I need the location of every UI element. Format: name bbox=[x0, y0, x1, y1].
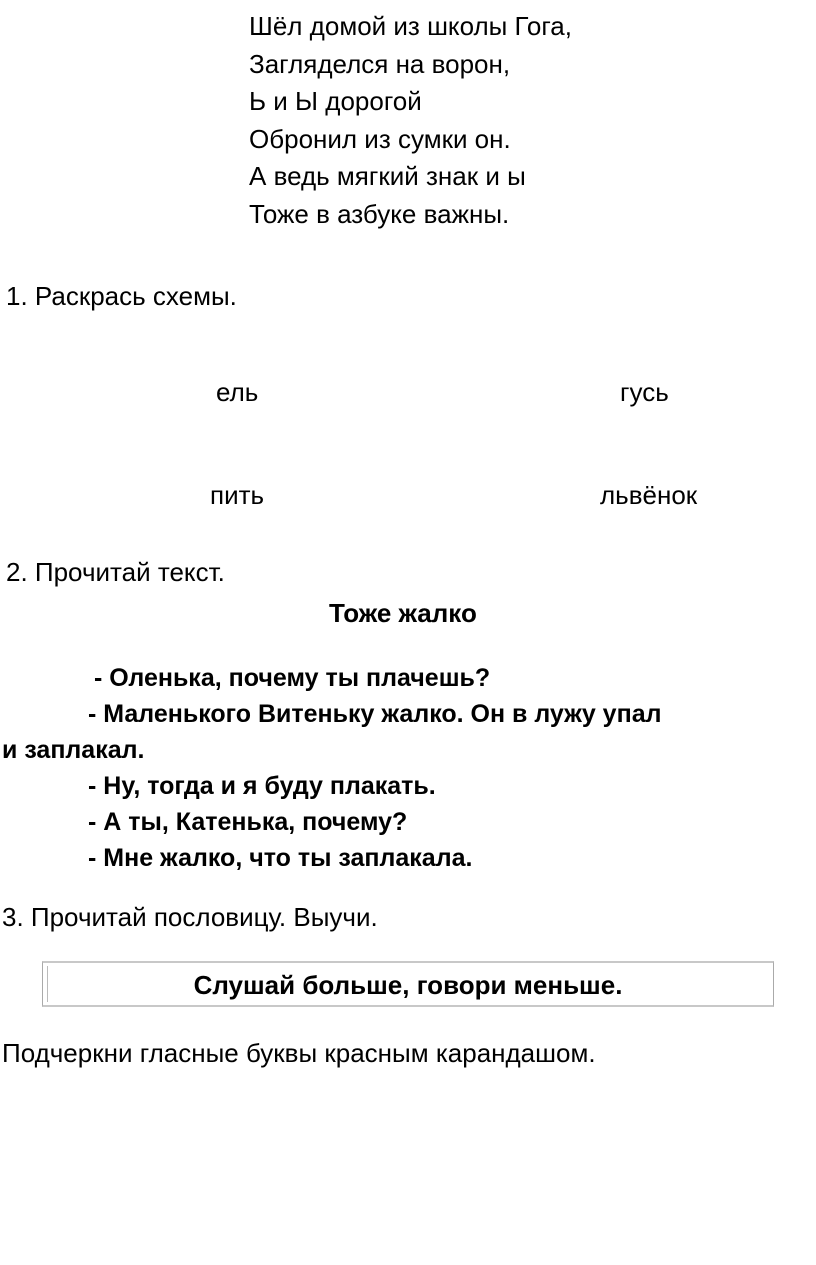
poem-line: Шёл домой из школы Гога, bbox=[249, 11, 572, 41]
word-pit: пить bbox=[210, 480, 265, 510]
task3-title: 3. Прочитай пословицу. Выучи. bbox=[2, 902, 378, 932]
story-line: и заплакал. bbox=[2, 736, 145, 764]
story-line: - Маленького Витеньку жалко. Он в лужу упал bbox=[88, 700, 662, 728]
story-line: - Мне жалко, что ты заплакала. bbox=[88, 844, 473, 872]
word-lvyonok: львёнок bbox=[600, 480, 698, 510]
poem-line: Загляделся на ворон, bbox=[249, 48, 511, 79]
poem-line: А ведь мягкий знак и ы bbox=[249, 161, 526, 191]
task1-title: 1. Раскрась схемы. bbox=[6, 281, 237, 311]
task3-instruction: Подчеркни гласные буквы красным карандашом. bbox=[2, 1038, 596, 1068]
word-gus: гусь bbox=[620, 377, 669, 407]
proverb-box bbox=[42, 961, 774, 1007]
word-el: ель bbox=[216, 377, 259, 407]
story-line: - Ну, тогда и я буду плакать. bbox=[88, 772, 436, 800]
proverb-text: Слушай больше, говори меньше. bbox=[193, 970, 623, 1000]
story-title: Тоже жалко bbox=[329, 598, 477, 628]
story-line: - А ты, Катенька, почему? bbox=[88, 808, 408, 836]
poem bbox=[249, 8, 572, 233]
poem-line: Обронил из сумки он. bbox=[249, 123, 511, 154]
story-line: - Оленька, почему ты плачешь? bbox=[94, 664, 491, 692]
poem-line: Тоже в азбуке важны. bbox=[249, 198, 510, 229]
task2-title: 2. Прочитай текст. bbox=[6, 557, 225, 587]
poem-line: Ь и Ы дорогой bbox=[249, 86, 422, 116]
